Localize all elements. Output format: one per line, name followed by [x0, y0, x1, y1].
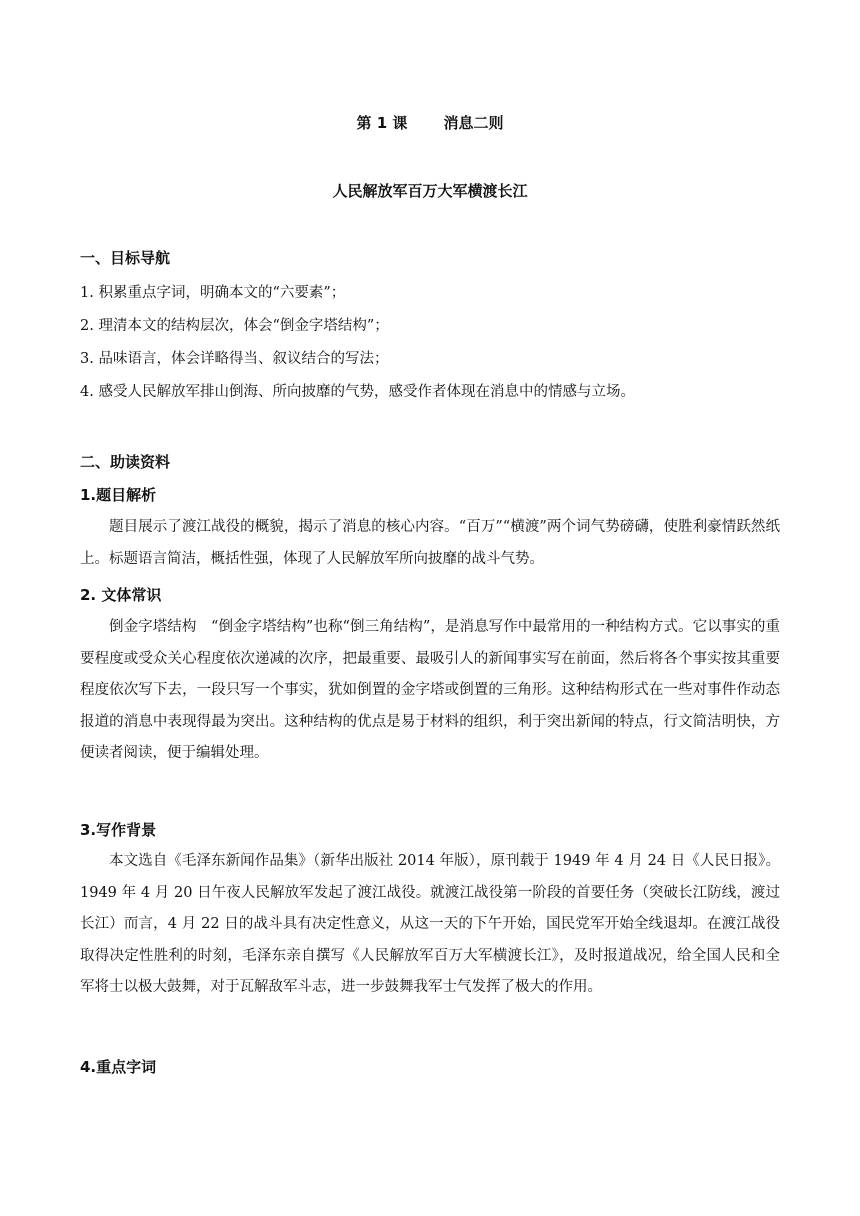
subsection-heading: 2. 文体常识	[80, 586, 162, 604]
goal-item: 2. 理清本文的结构层次，体会“倒金字塔结构”；	[80, 318, 389, 334]
paragraph: 倒金字塔结构 “倒金字塔结构”也称“倒三角结构”，是消息写作中最常用的一种结构方式。它以事实的重要程度或受众关心程度依次递减的次序，把最重要、最吸引人的新闻事实写在前面，然后将各个事实按其重要程度依次写下去，一段只写一个事实，犹如倒置的金字塔或倒置的三角形。这种结构形式在一些对事件作动态报道的消息中表现得最为突出。这种结构的优点是易于材料的组织，利于突出新闻的特点，行文简洁明快，方便读者阅读，便于编辑处理。	[80, 619, 780, 761]
section-heading: 二、助读资料	[80, 453, 171, 471]
article-title: 人民解放军百万大军横渡长江	[332, 182, 528, 200]
paragraph: 题目展示了渡江战役的概貌，揭示了消息的核心内容。“百万”“横渡”两个词气势磅礴，使胜利豪情跃然纸上。标题语言简洁，概括性强，体现了人民解放军所向披靡的战斗气势。	[80, 519, 780, 567]
goal-item: 4. 感受人民解放军排山倒海、所向披靡的气势，感受作者体现在消息中的情感与立场。	[80, 384, 635, 400]
lesson-number: 第 1 课	[356, 114, 408, 132]
section-heading: 一、目标导航	[80, 249, 171, 267]
goal-item: 1. 积累重点字词，明确本文的“六要素”；	[80, 285, 346, 301]
subsection-heading: 1.题目解析	[80, 486, 157, 504]
lesson-name: 消息二则	[443, 114, 504, 132]
paragraph: 本文选自《毛泽东新闻作品集》（新华出版社 2014 年版），原刊载于 1949 年 4 月 24 日《人民日报》。1949 年 4 月 20 日午夜人民解放军发起了渡江战役。就渡江战役第一阶段的首要任务（突破长江防线，渡过长江）而言，4 月 22 日的战斗具有决定性意义，从这一天的下午开始，国民党军开始全线退却。在渡江战役取得决定性胜利的时刻，毛泽东亲自撰写《人民解放军百万大军横渡长江》，及时报道战况，给全国人民和全军将士以极大鼓舞，对于瓦解敌军斗志，进一步鼓舞我军士气发挥了极大的作用。	[80, 853, 780, 995]
section-goals	[80, 248, 780, 268]
goal-item: 3. 品味语言，体会详略得当、叙议结合的写法；	[80, 351, 389, 367]
lesson-title	[0, 112, 860, 133]
subsection-heading: 4.重点字词	[80, 1058, 157, 1076]
subsection-heading: 3.写作背景	[80, 821, 157, 839]
